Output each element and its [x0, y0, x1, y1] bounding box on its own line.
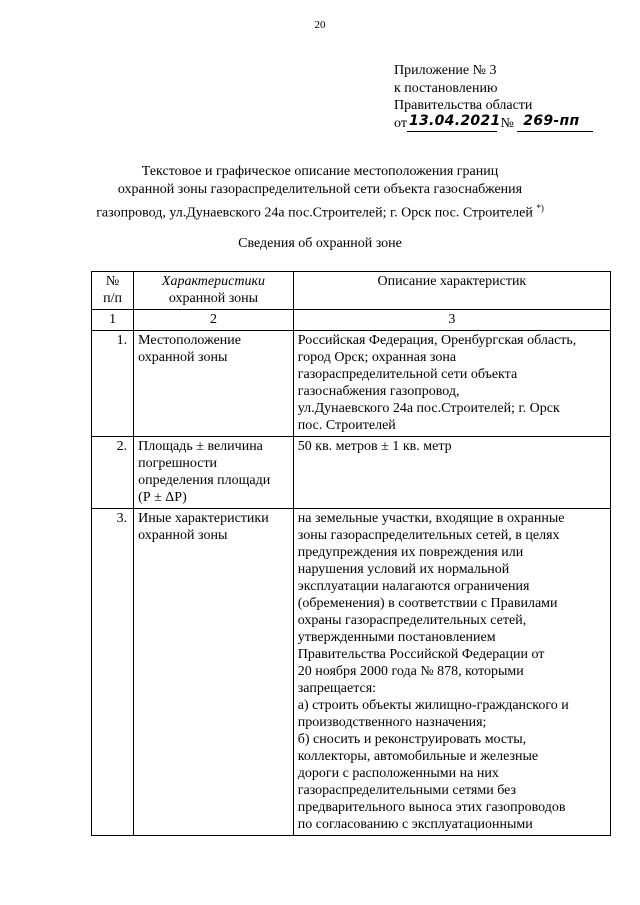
table-index-row — [92, 310, 611, 331]
index-cell: 2 — [134, 310, 294, 331]
protection-zone-table — [91, 271, 611, 836]
row-characteristic: Иные характеристики охранной зоны — [134, 509, 294, 836]
row-characteristic: Площадь ± величина погрешности определения площади (Р ± ΔР) — [134, 437, 294, 509]
table-row — [92, 331, 611, 437]
index-cell: 1 — [92, 310, 134, 331]
row-characteristic: Местоположение охранной зоны — [134, 331, 294, 437]
title-line-3: газопровод, ул.Дунаевского 24а пос.Строителей; г. Орск пос. Строителей *) — [96, 203, 544, 221]
header-description: Описание характеристик — [293, 272, 610, 310]
row-number: 1. — [92, 331, 134, 437]
row-description: на земельные участки, входящие в охранные зоны газораспределительных сетей, в целях предупреждения их повреждения или нарушения условий их нормальной эксплуатации налагаются ограничения (обременения) в соответствии с Правилами охраны газораспределительных сетей, утвержденными постановлением Правительства Российской Федерации от 20 ноября 2000 года № 878, которыми запрещается: а) строить объекты жилищно-гражданского и производственного назначения; б) сносить и реконструировать мосты, коллекторы, автомобильные и железные дороги с расположенными на них газораспределительными сетями без предварительного выноса этих газопроводов по согласованию с эксплуатационными — [293, 509, 610, 836]
row-number: 2. — [92, 437, 134, 509]
table-header-row — [92, 272, 611, 310]
title-line-1: Текстовое и графическое описание местоположения границ — [141, 164, 499, 179]
handwritten-number: 269-пп — [523, 112, 580, 129]
number-field — [517, 112, 593, 132]
table-row — [92, 509, 611, 836]
appendix-line-2: к постановлению — [394, 80, 498, 96]
from-prefix: от — [394, 115, 407, 131]
appendix-block — [394, 62, 593, 132]
document-title — [40, 163, 600, 223]
number-prefix: № — [500, 115, 514, 131]
appendix-date-number-line — [394, 112, 593, 133]
appendix-line-3: Правительства области — [394, 98, 533, 113]
date-field — [407, 112, 501, 132]
appendix-line-1: Приложение № 3 — [394, 63, 497, 78]
handwritten-date: 13.04.2021 — [408, 112, 501, 129]
title-line-2: охранной зоны газораспределительной сети объекта газоснабжения — [117, 182, 523, 197]
section-title: Сведения об охранной зоне — [238, 236, 402, 251]
row-description: Российская Федерация, Оренбургская область, город Орск; охранная зона газораспределительной сети объекта газоснабжения газопровод, ул.Дунаевского 24а пос.Строителей; г. Орск пос. Строителей — [293, 331, 610, 437]
table-row — [92, 437, 611, 509]
header-characteristics: Характеристики охранной зоны — [134, 272, 294, 310]
page-number: 20 — [314, 19, 326, 31]
index-cell: 3 — [293, 310, 610, 331]
row-number: 3. — [92, 509, 134, 836]
row-description: 50 кв. метров ± 1 кв. метр — [293, 437, 610, 509]
footnote-mark: *) — [536, 203, 544, 213]
header-number: № п/п — [92, 272, 134, 310]
